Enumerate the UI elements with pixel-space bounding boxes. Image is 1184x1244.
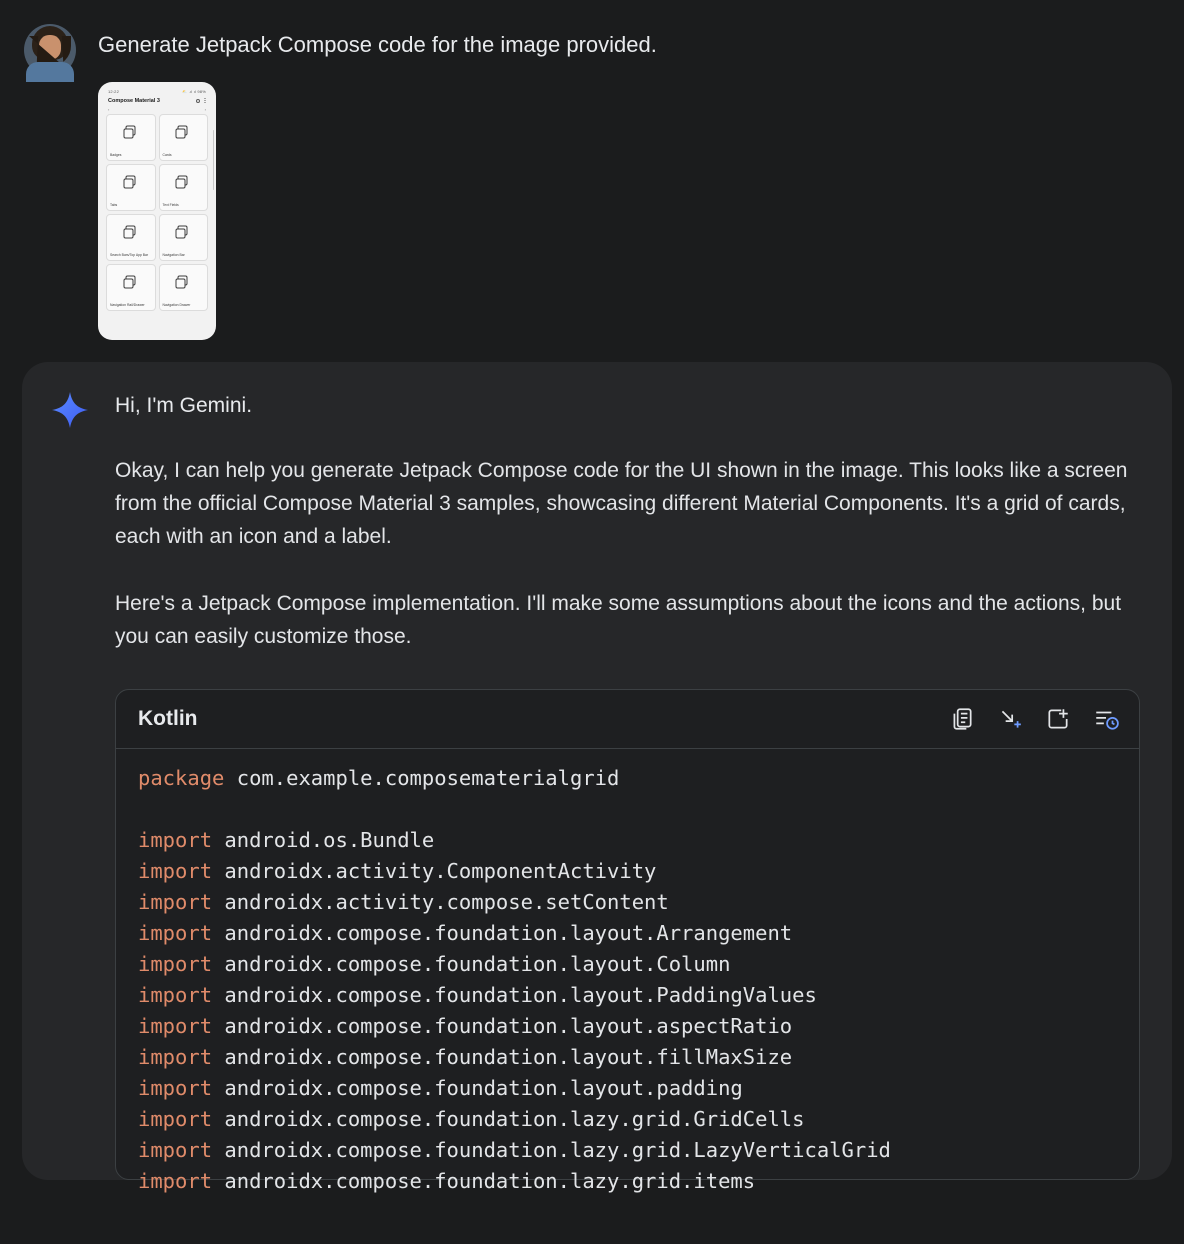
code-line (138, 1166, 1139, 1197)
thumbnail-card (159, 214, 209, 261)
code-text: com.example.composematerialgrid (224, 766, 620, 790)
code-text: androidx.compose.foundation.lazy.grid.items (212, 1169, 756, 1193)
code-text: androidx.compose.foundation.layout.PaddingValues (212, 983, 817, 1007)
user-message-body (98, 20, 1160, 340)
code-keyword: package (138, 766, 225, 790)
status-indicators: ⛅ .ıl ıl 98% (182, 89, 206, 94)
code-keyword: import (138, 1138, 213, 1162)
code-keyword: import (138, 828, 213, 852)
component-icon (123, 176, 138, 191)
thumbnail-card-label: Search Bars/Top App Bar (110, 253, 149, 257)
thumbnail-card-grid (103, 114, 211, 311)
code-keyword: import (138, 952, 213, 976)
code-line (138, 1135, 1139, 1166)
thumbnail-card (106, 264, 156, 311)
gemini-sparkle-icon (50, 390, 90, 430)
thumbnail-card-label: Navigation Drawer (162, 303, 191, 307)
code-block-header (116, 690, 1139, 749)
code-text: androidx.activity.compose.setContent (212, 890, 669, 914)
thumbnail-card-label: Text Fields (162, 203, 179, 207)
code-language-label: Kotlin (138, 707, 198, 730)
code-keyword: import (138, 1014, 213, 1038)
code-line (138, 1011, 1139, 1042)
thumbnail-sub-right: › (204, 107, 206, 112)
code-line (138, 794, 1139, 825)
code-keyword: import (138, 1169, 213, 1193)
assistant-paragraph-2: Here's a Jetpack Compose implementation. I'll make some assumptions about the icons and the actions, but you can easily customize those. (115, 592, 1122, 648)
avatar-body (26, 62, 74, 82)
assistant-paragraph-1: Okay, I can help you generate Jetpack Compose code for the UI shown in the image. This looks like a screen from the official Compose Material 3 samples, showcasing different Material Components. It's a grid of cards, each with an icon and a label. (115, 459, 1128, 548)
code-keyword: import (138, 983, 213, 1007)
code-text: android.os.Bundle (212, 828, 435, 852)
user-turn (0, 0, 1184, 340)
thumbnail-card (159, 114, 209, 161)
attached-image-thumbnail[interactable] (98, 82, 216, 340)
code-keyword: import (138, 1107, 213, 1131)
thumbnail-subheader (103, 107, 211, 114)
user-avatar (24, 24, 76, 76)
code-line (138, 949, 1139, 980)
code-line (138, 1042, 1139, 1073)
assistant-header (50, 388, 1144, 1193)
thumbnail-card-label: Navigation Rail/Drawer (110, 303, 145, 307)
code-block-actions (949, 706, 1119, 732)
code-block (115, 689, 1140, 1193)
code-line (138, 1104, 1139, 1135)
code-line (138, 918, 1139, 949)
open-in-new-icon[interactable] (1045, 706, 1071, 732)
thumbnail-card-label: Badges (110, 153, 122, 157)
copy-code-icon[interactable] (949, 706, 975, 732)
thumbnail-sub-left: ‹ (108, 107, 110, 112)
component-icon (176, 126, 191, 141)
status-time: 12:22 (108, 89, 120, 94)
code-text: androidx.compose.foundation.layout.aspectRatio (212, 1014, 793, 1038)
code-line (138, 763, 1139, 794)
code-text: androidx.compose.foundation.layout.Column (212, 952, 731, 976)
thumbnail-card (106, 164, 156, 211)
code-text: androidx.compose.foundation.layout.padding (212, 1076, 743, 1100)
thumbnail-card-label: Tabs (110, 203, 118, 207)
thumbnail-card-label: Cards (162, 153, 172, 157)
thumbnail-card (106, 214, 156, 261)
component-icon (176, 176, 191, 191)
thumbnail-appbar-icons (196, 97, 206, 104)
code-keyword: import (138, 1076, 213, 1100)
thumbnail-app-title: Compose Material 3 (108, 97, 160, 104)
thumbnail-card-label: Navigation Bar (162, 253, 185, 257)
thumbnail-card (106, 114, 156, 161)
thumbnail-app-bar (103, 94, 211, 107)
assistant-greeting: Hi, I'm Gemini. (115, 394, 253, 417)
code-line (138, 1073, 1139, 1104)
code-keyword: import (138, 921, 213, 945)
insert-code-icon[interactable] (997, 706, 1023, 732)
code-history-icon[interactable] (1093, 706, 1119, 732)
user-message-text: Generate Jetpack Compose code for the image provided. (98, 32, 657, 57)
component-icon (123, 226, 138, 241)
component-icon (176, 276, 191, 291)
assistant-turn (22, 362, 1172, 1193)
code-keyword: import (138, 859, 213, 883)
code-text: androidx.compose.foundation.layout.fillMaxSize (212, 1045, 793, 1069)
code-line (138, 856, 1139, 887)
overflow-menu-icon (204, 97, 206, 104)
thumbnail-card (159, 164, 209, 211)
thumbnail-card (159, 264, 209, 311)
code-text: androidx.compose.foundation.layout.Arrangement (212, 921, 793, 945)
component-icon (176, 226, 191, 241)
code-line (138, 887, 1139, 918)
component-icon (123, 126, 138, 141)
code-keyword: import (138, 890, 213, 914)
component-icon (123, 276, 138, 291)
code-text: androidx.compose.foundation.lazy.grid.LazyVerticalGrid (212, 1138, 891, 1162)
code-text: androidx.compose.foundation.lazy.grid.GridCells (212, 1107, 805, 1131)
code-content[interactable] (116, 749, 1139, 1193)
assistant-content (115, 388, 1144, 1193)
code-line (138, 825, 1139, 856)
help-icon (196, 99, 200, 103)
code-line (138, 980, 1139, 1011)
code-text: androidx.activity.ComponentActivity (212, 859, 657, 883)
code-keyword: import (138, 1045, 213, 1069)
thumbnail-scrollbar (213, 130, 215, 190)
code-text (138, 797, 150, 821)
